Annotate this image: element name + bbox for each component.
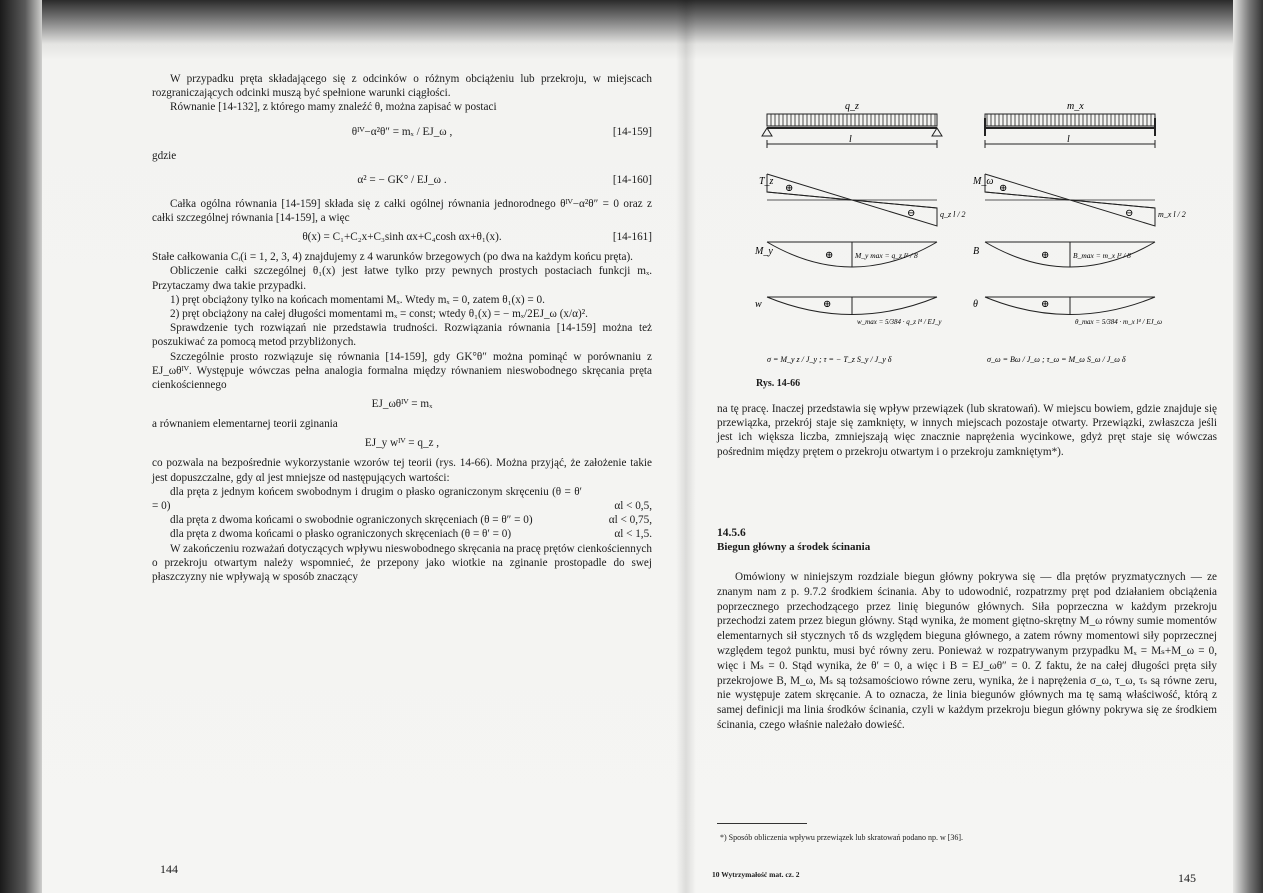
condition-value: αl < 0,75, bbox=[608, 514, 652, 527]
paragraph: na tę pracę. Inaczej przedstawia się wpływ przewiązek (lub skratowań). W miejscu bowiem, gdzie znajduje się przewiązka, przekrój staje się zamknięty, w innych miejscach pozostaje otwarty. Przewiązki, zwłaszcza jeśli jest ich większa liczba, zmniejszają więc znacznie naprężenia wycinkowe, gdyż pręt staje się wówczas pośrednim między prętem o przekroju otwartym i o przekroju zamkniętym*). bbox=[717, 403, 1217, 458]
shear-label: M_ω bbox=[973, 176, 994, 187]
list-item: 1) pręt obciążony tylko na końcach momentami Mₓ. Wtedy mₓ = 0, zatem θ₁(x) = 0. bbox=[170, 293, 545, 306]
deflection-max: w_max = 5/384 · q_z l⁴ / EJ_y bbox=[857, 318, 942, 326]
footnote: *) Sposób obliczenia wpływu przewiązek lub skratowań podano np. w [36]. bbox=[720, 833, 964, 842]
equation-tag: [14-160] bbox=[612, 173, 652, 186]
moment-label: B bbox=[973, 246, 980, 257]
figure-14-66 bbox=[737, 92, 1207, 382]
equation-tag: [14-161] bbox=[612, 231, 652, 244]
load-label: q_z bbox=[845, 101, 859, 112]
plus-sign: ⊕ bbox=[999, 183, 1008, 194]
deflection-diagram-left bbox=[767, 297, 937, 315]
page-number: 145 bbox=[1178, 871, 1196, 885]
paragraph: W zakończeniu rozważań dotyczących wpływu nieswobodnego skręcania na pracę prętów cienkościennych o przekroju otwartym należy wspomnieć, że przepony jako wiotkie na zginanie prostopadle do swej płaszczyzny nie wpływają w sposób znaczący bbox=[152, 542, 652, 584]
paragraph: Omówiony w niniejszym rozdziale biegun główny pokrywa się — dla prętów pryzmatycznych — ze znanym nam z p. 9.7.2 środkiem ścinania. Aby to udowodnić, rozpatrzmy pręt pod działaniem obciążenia poprzecznego przechodzącego przez linię biegunów głównych. Siła poprzeczna w każdym przekroju przechodzi zatem przez biegun główny. Stąd wynika, że moment giętno-skrętny M_ω równy sumie momentów elementarnych sił stycznych τδ ds względem bieguna głównego, a zatem równy momentowi siły poprzecznej względem tegoż punktu, musi być równy zeru. Ponieważ w rozpatrywanym przypadku Mₓ = Mₛ+M_ω = 0, więc i Mₛ = 0. Stąd wynika, że θ′ = 0, a więc i B = EJ_ωθ″ = 0. Z faktu, że na całej długości pręta siły przekrojowe B, M_ω, Mₛ są tożsamościowo równe zeru, wynika, że i naprężenia σ_ω, τ_ω, τₛ są równe zeru, nie występuje zatem skręcanie. A to oznacza, że linia biegunów głównych ma tę samą właściwość, którą z samej definicji ma linia środków ścinania, czyli w każdym przekroju biegun główny pokrywa się ze środkiem ścinania, czego właśnie należało dowieść. bbox=[717, 571, 1217, 731]
left-book-edge-shadow bbox=[0, 0, 42, 893]
right-book-edge-shadow bbox=[1233, 0, 1263, 893]
paragraph: Równanie [14-132], z którego mamy znaleźć θ, można zapisać w postaci bbox=[170, 101, 497, 114]
span-label: l bbox=[1067, 134, 1070, 145]
condition-text: dla pręta z dwoma końcami o swobodnie ograniczonych skręceniach (θ = θ″ = 0) bbox=[170, 514, 533, 527]
paragraph: W przypadku pręta składającego się z odcinków o różnym obciążeniu lub przekroju, w miejscach rozgraniczających odcinki muszą być spełnione warunki ciągłości. bbox=[152, 73, 652, 100]
section-number: 14.5.6 bbox=[717, 527, 746, 539]
deflection-label: w bbox=[755, 299, 762, 310]
paragraph: a równaniem elementarnej teorii zginania bbox=[152, 418, 338, 431]
section-title: Biegun główny a środek ścinania bbox=[717, 541, 871, 553]
page-number: 144 bbox=[160, 862, 178, 876]
condition-row bbox=[152, 527, 652, 541]
condition-text: dla pręta z dwoma końcami o płasko ograniczonych skręceniach (θ = θ′ = 0) bbox=[170, 528, 512, 541]
stress-formula: σ = M_y z / J_y ; τ = − T_z S_y / J_y δ bbox=[767, 355, 892, 364]
left-page bbox=[152, 72, 652, 584]
moment-max: B_max = m_x l² / 8 bbox=[1073, 251, 1131, 260]
equation-body: θᴵⱽ−α²θ″ = mₓ / EJ_ω , bbox=[351, 125, 453, 138]
list-item: 2) pręt obciążony na całej długości momentami mₓ = const; wtedy θ₁(x) = − mₓ/2EJ_ω (x/α)². bbox=[170, 308, 588, 321]
equation-14-161 bbox=[152, 229, 652, 246]
plus-sign: ⊕ bbox=[1041, 250, 1050, 261]
condition-row bbox=[152, 485, 652, 513]
equation-tag: [14-159] bbox=[612, 125, 652, 138]
moment-label: M_y bbox=[755, 246, 773, 257]
minus-sign: ⊖ bbox=[907, 208, 916, 219]
deflection-label: θ bbox=[973, 299, 978, 310]
distributed-torque bbox=[985, 114, 1155, 126]
equation-14-160 bbox=[152, 167, 652, 193]
equation-body: α² = − GK° / EJ_ω . bbox=[357, 173, 447, 186]
distributed-load bbox=[767, 114, 937, 126]
equation-body: EJ_ωθᴵⱽ = mₓ bbox=[371, 398, 433, 411]
plus-sign: ⊕ bbox=[1041, 299, 1050, 310]
condition-text: dla pręta z jednym końcem swobodnym i drugim o płasko ograniczonym skręceniu (θ = θ′ = 0) bbox=[152, 485, 582, 513]
paragraph: gdzie bbox=[152, 149, 177, 162]
equation-torsion bbox=[152, 396, 652, 413]
equation-bending bbox=[152, 435, 652, 452]
stress-formula: σ_ω = Bω / J_ω ; τ_ω = M_ω S_ω / J_ω δ bbox=[987, 355, 1126, 364]
condition-value: αl < 1,5. bbox=[614, 528, 652, 541]
deflection-diagram-right bbox=[985, 297, 1155, 315]
shear-label: T_z bbox=[759, 176, 774, 187]
footnote-divider bbox=[717, 823, 807, 824]
paragraph: Stałe całkowania Cᵢ(i = 1, 2, 3, 4) znajdujemy z 4 warunków brzegowych (po dwa na każdym końcu pręta). bbox=[152, 251, 633, 264]
printer-imprint: 10 Wytrzymałość mat. cz. 2 bbox=[712, 870, 800, 879]
condition-value: αl < 0,5, bbox=[614, 500, 652, 513]
beam-left-diagram bbox=[762, 114, 942, 148]
plus-sign: ⊕ bbox=[823, 299, 832, 310]
plus-sign: ⊕ bbox=[785, 183, 794, 194]
load-label: m_x bbox=[1067, 101, 1084, 112]
minus-sign: ⊖ bbox=[1125, 208, 1134, 219]
shear-value: m_x l / 2 bbox=[1158, 210, 1186, 219]
support-right bbox=[932, 128, 942, 136]
beam-right-diagram bbox=[985, 114, 1155, 148]
deflection-max: θ_max = 5/384 · m_x l⁴ / EJ_ω bbox=[1075, 318, 1163, 326]
equation-body: EJ_y wᴵⱽ = q_z , bbox=[364, 437, 440, 450]
equation-body: θ(x) = C₁+C₂x+C₃sinh αx+C₄cosh αx+θ₁(x). bbox=[302, 231, 502, 244]
shear-value: q_z l / 2 bbox=[940, 210, 966, 219]
moment-max: M_y max = q_z l² / 8 bbox=[855, 251, 918, 260]
figure-caption: Rys. 14-66 bbox=[756, 378, 801, 389]
support-left bbox=[762, 128, 772, 136]
book-gutter bbox=[676, 0, 696, 893]
span-label: l bbox=[849, 134, 852, 145]
condition-row bbox=[152, 513, 652, 527]
paragraph: Całka ogólna równania [14-159] składa się z całki ogólnej równania jednorodnego θᴵⱽ−α²θ″ = 0 oraz z całki szczególnej równania [14-159], a więc bbox=[152, 197, 652, 225]
equation-14-159 bbox=[152, 119, 652, 145]
paragraph: Obliczenie całki szczególnej θ₁(x) jest łatwe tylko przy pewnych prostych postaciach funkcji mₓ. Przytaczamy dwa takie przypadki. bbox=[152, 265, 652, 292]
paragraph: Szczególnie prosto rozwiązuje się równania [14-159], gdy GK°θ″ można pominąć w porównaniu z EJ_ωθᴵⱽ. Występuje wówczas pełna analogia formalna między równaniem nieswobodnego skręcania pręta cienkościennego bbox=[152, 350, 652, 392]
plus-sign: ⊕ bbox=[825, 250, 834, 261]
paragraph: co pozwala na bezpośrednie wykorzystanie wzorów tej teorii (rys. 14-66). Można przyjąć, że założenie takie jest dopuszczalne, gdy αl jest mniejsze od następujących wartości: bbox=[152, 457, 652, 484]
paragraph: Sprawdzenie tych rozwiązań nie przedstawia trudności. Rozwiązania równania [14-159] można też poszukiwać za pomocą metod przybliżonych. bbox=[152, 322, 652, 349]
